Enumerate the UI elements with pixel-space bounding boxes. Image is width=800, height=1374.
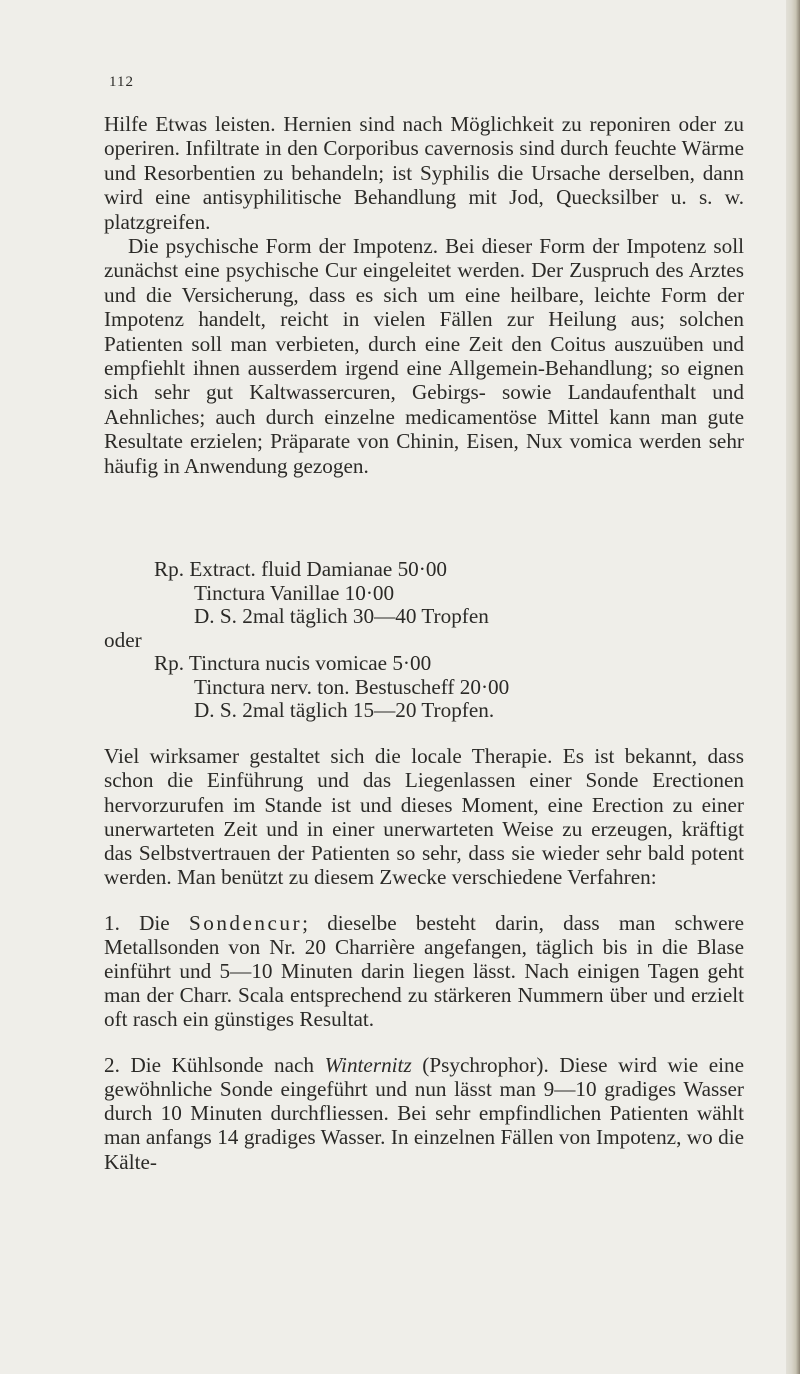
recipe-line: Rp. Tinctura nucis vomicae 5·00 xyxy=(154,651,432,675)
page-number: 112 xyxy=(109,74,134,90)
recipe-line: D. S. 2mal täglich 15—20 Tropfen. xyxy=(194,698,495,722)
recipe-line: Tinctura Vanillae 10·00 xyxy=(194,580,395,605)
item-number: 1. Die xyxy=(104,910,170,935)
prescription-block xyxy=(104,558,744,723)
body-text-top xyxy=(104,112,744,478)
paragraph-psychische-form: Die psychische Form der Impotenz. Bei dieser Form der Impotenz soll zunächst eine psychische Cur eingeleitet werden. Der Zuspruch des Arztes und die Versicherung, dass es sich um eine heilbare, leichte Form der Impotenz handelt, reicht in vielen Fällen zur Heilung aus; solchen Patienten soll man verbieten, durch eine Zeit den Coitus auszuüben und empfiehlt ihnen ausserdem irgend eine Allgemein-Behandlung; so eignen sich sehr gut Kaltwassercuren, Gebirgs- sowie Landaufenthalt und Aehnliches; auch durch einzelne medicamentöse Mittel kann man gute Resultate erzielen; Präparate von Chinin, Eisen, Nux vomica werden sehr häufig in Anwendung gezogen. xyxy=(104,234,744,478)
page-edge xyxy=(786,0,800,1374)
recipe-line: Rp. Extract. fluid Damianae 50·00 xyxy=(154,557,448,581)
recipe-connector: oder xyxy=(104,627,142,652)
recipe-line: D. S. 2mal täglich 30—40 Tropfen xyxy=(194,604,489,628)
paragraph-hernien: Hilfe Etwas leisten. Hernien sind nach Möglichkeit zu reponiren oder zu operiren. Infiltrate in den Corporibus cavernosis sind durch feuchte Wärme und Resorbentien zu behandeln; ist Syphilis die Ursache derselben, dann wird eine antisyphilitische Behandlung mit Jod, Quecksilber u. s. w. platzgreifen. xyxy=(104,112,744,234)
recipe-line: Tinctura nerv. ton. Bestuscheff 20·00 xyxy=(194,674,510,699)
item-lead: 2. Die Kühlsonde nach xyxy=(104,1052,314,1077)
item-term: Sondencur xyxy=(188,910,303,935)
author-name: Winternitz xyxy=(324,1052,412,1077)
item-text: ; dieselbe besteht darin, dass man schwere Metallsonden von Nr. 20 Charrière angefangen, täglich bis in die Blase einführt und 5—10 Minuten darin liegen lässt. Nach einigen Tagen geht man der Charr. Scala entsprechend zu stärkeren Nummern über und erzielt oft rasch ein günstiges Resultat. xyxy=(104,910,744,1032)
paragraph-locale-therapie: Viel wirksamer gestaltet sich die locale Therapie. Es ist bekannt, dass schon die Einführung und das Liegenlassen einer Sonde Erectionen hervorzurufen im Stande ist und dieses Moment, eine Erection zu einer unerwarteten Zeit und in einer unerwarteten Weise zu erzeugen, kräftigt das Selbstvertrauen der Patienten so sehr, dass sie wieder sehr bald potent werden. Man benützt zu diesem Zwecke verschiedene Verfahren: xyxy=(104,744,744,890)
item-text: (Psychrophor). Diese wird wie eine gewöhnliche Sonde eingeführt und nun lässt man 9—10 gradiges Wasser durch 10 Minuten durchfliessen. Bei sehr empfindlichen Patienten wählt man anfangs 14 gradiges Wasser. In einzelnen Fällen von Impotenz, wo die Kälte- xyxy=(104,1052,745,1174)
list-item-sondencur xyxy=(104,911,744,1032)
body-text-bottom xyxy=(104,723,744,1195)
list-item-kuehlsonde xyxy=(104,1053,744,1174)
